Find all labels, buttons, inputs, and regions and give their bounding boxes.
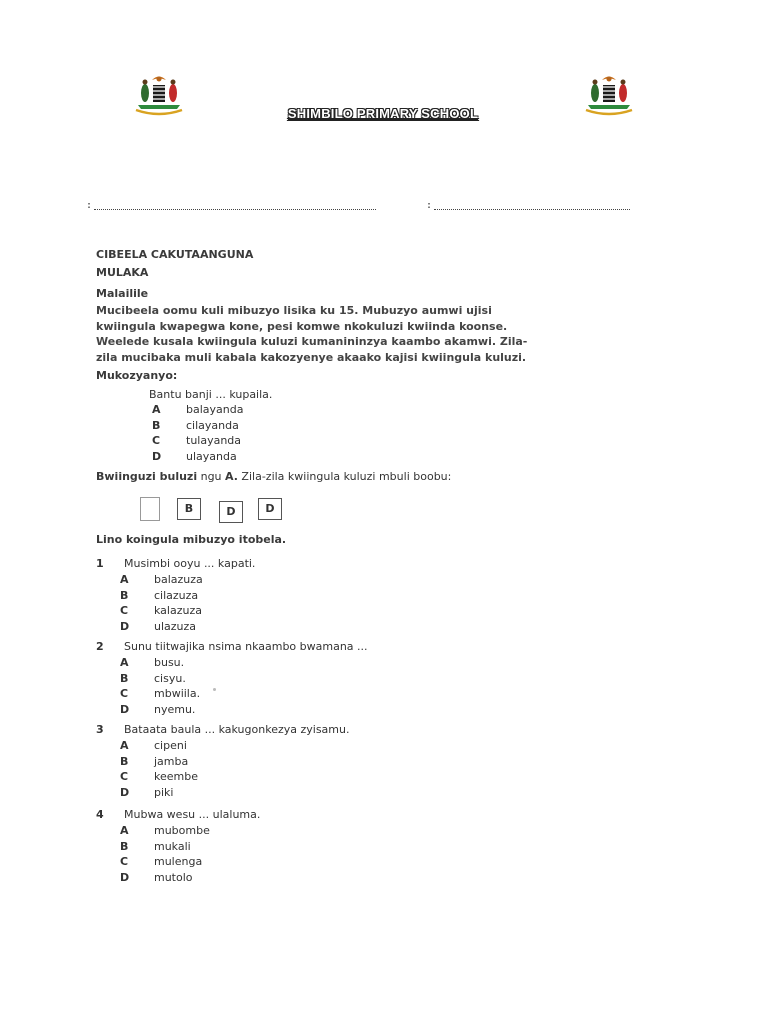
dotted-fill-line — [94, 201, 376, 210]
option-row — [120, 604, 516, 620]
question-text: Sunu tiitwajika nsima nkaambo bwamana ... — [124, 640, 368, 653]
option-text: ulayanda — [186, 449, 237, 463]
question-item — [96, 808, 516, 886]
question-text: Musimbi ooyu ... kapati. — [124, 557, 256, 570]
option-text: cilazuza — [154, 588, 199, 602]
school-title: SHIMBILO PRIMARY SCHOOL — [287, 106, 479, 121]
option-text: balazuza — [154, 573, 203, 586]
option-text: piki — [154, 785, 174, 799]
example-answer-line — [96, 470, 451, 483]
answer-box — [140, 497, 160, 521]
question-item — [96, 640, 516, 718]
example-question: Bantu banji ... kupaila. — [149, 388, 273, 401]
option-letter: B — [120, 839, 129, 853]
option-row — [152, 419, 243, 435]
option-row — [120, 824, 516, 840]
option-row — [152, 434, 243, 450]
instructions-title: Malailile — [96, 287, 149, 300]
answer-mid-text: ngu — [197, 470, 226, 483]
option-row — [120, 573, 516, 589]
option-row — [152, 403, 243, 419]
option-text: cilayanda — [186, 418, 239, 432]
option-letter: A — [120, 739, 129, 752]
option-text: mutolo — [154, 870, 193, 884]
option-letter: C — [120, 687, 129, 700]
answer-rest-text: Zila-zila kwiingula kuluzi mbuli boobu: — [237, 470, 452, 483]
example-label: Mukozyanyo: — [96, 369, 178, 382]
option-letter: C — [120, 604, 129, 617]
question-text: Bataata baula ... kakugonkezya zyisamu. — [124, 723, 350, 736]
question-item — [96, 723, 516, 801]
option-letter: C — [120, 855, 129, 868]
option-text: tulayanda — [186, 434, 242, 447]
option-letter: A — [120, 656, 129, 669]
option-row — [120, 755, 516, 771]
answer-box: D — [219, 501, 243, 523]
option-text: cipeni — [154, 739, 187, 752]
option-text: busu. — [154, 656, 185, 669]
option-row — [120, 871, 516, 887]
option-text: mubombe — [154, 824, 210, 837]
answer-bold-label: Bwiinguzi buluzi — [96, 470, 198, 483]
option-row — [152, 450, 243, 466]
question-number: 4 — [96, 808, 104, 821]
section-heading: CIBEELA CAKUTAANGUNA — [96, 248, 254, 261]
option-letter: D — [152, 449, 162, 463]
option-letter: B — [120, 754, 129, 768]
option-text: nyemu. — [154, 702, 196, 716]
option-letter: C — [152, 434, 161, 447]
option-row — [120, 840, 516, 856]
option-text: mukali — [154, 839, 191, 853]
instructions-text: Mucibeela oomu kuli mibuzyo lisika ku 15. Mubuzyo aumwi ujisi kwiingula kwapegwa kone, pesi komwe nkokuluzi kwiinda koonse. Weelede kusala kwiingula kuluzi kumanininzya kaambo akamwi. Zila-zila mucibaka muli kabala kakozyenye akaako kajisi kwiingula kuluzi. — [96, 304, 528, 364]
option-row — [120, 703, 516, 719]
question-number: 2 — [96, 640, 104, 653]
option-text: keembe — [154, 770, 198, 783]
answer-box: D — [258, 498, 282, 520]
option-text: cisyu. — [154, 671, 186, 685]
option-text: mbwiila. — [154, 687, 201, 700]
field-colon: : — [86, 200, 93, 211]
option-letter: B — [120, 671, 129, 685]
option-text: kalazuza — [154, 604, 202, 617]
option-row — [120, 672, 516, 688]
option-row — [120, 786, 516, 802]
field-colon: : — [426, 200, 433, 211]
option-letter: A — [120, 824, 129, 837]
example-options — [152, 403, 243, 465]
option-row — [120, 589, 516, 605]
option-row — [120, 739, 516, 755]
option-letter: D — [120, 870, 130, 884]
option-text: mulenga — [154, 855, 203, 868]
scan-speck — [213, 688, 216, 691]
question-number: 3 — [96, 723, 104, 736]
option-letter: D — [120, 702, 130, 716]
questions-heading: Lino koingula mibuzyo itobela. — [96, 533, 287, 546]
coat-of-arms-icon — [580, 72, 638, 122]
question-number: 1 — [96, 557, 104, 570]
option-text: ulazuza — [154, 619, 197, 633]
option-letter: D — [120, 785, 130, 799]
option-row — [120, 687, 516, 703]
section-subheading: MULAKA — [96, 266, 149, 279]
answer-box: B — [177, 498, 201, 520]
dotted-fill-line — [434, 201, 630, 210]
option-letter: B — [120, 588, 129, 602]
coat-of-arms-icon — [130, 72, 188, 122]
class-field-line[interactable] — [426, 200, 632, 212]
option-row — [120, 855, 516, 871]
question-text: Mubwa wesu ... ulaluma. — [124, 808, 261, 821]
question-item — [96, 557, 516, 635]
option-text: balayanda — [186, 403, 244, 416]
option-letter: A — [152, 403, 161, 416]
answer-letter: A. — [225, 470, 238, 483]
option-row — [120, 656, 516, 672]
option-text: jamba — [154, 754, 189, 768]
option-letter: B — [152, 418, 161, 432]
option-letter: D — [120, 619, 130, 633]
option-row — [120, 620, 516, 636]
option-letter: A — [120, 573, 129, 586]
option-row — [120, 770, 516, 786]
option-letter: C — [120, 770, 129, 783]
name-field-line[interactable] — [86, 200, 382, 212]
